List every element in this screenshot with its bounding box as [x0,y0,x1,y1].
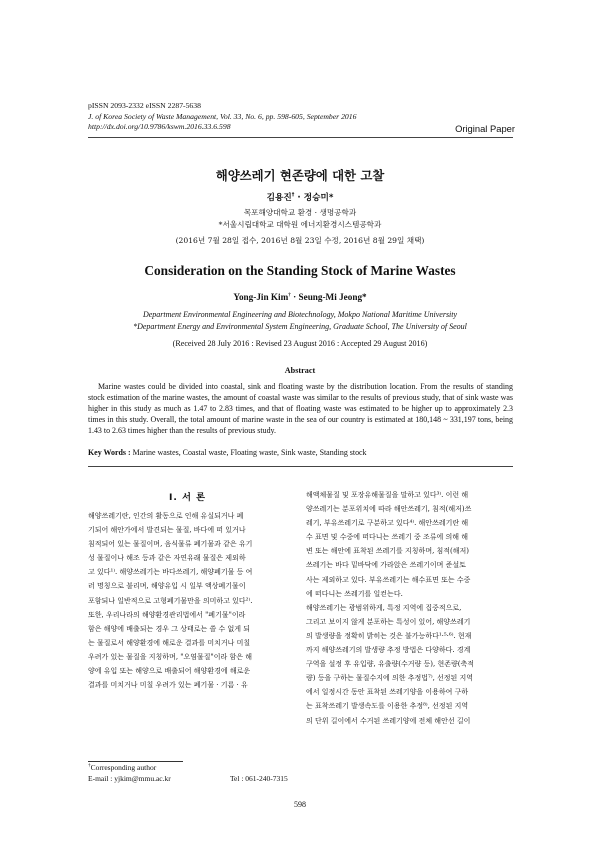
body_right-line: 구역을 설정 후 유입량, 유출량(수거량 등), 현존량(축적 [306,660,474,669]
footnote-mark: † [88,762,91,769]
body_right-line: 의 발생량을 정확히 밝히는 것은 불가능하다¹·⁵·⁶⁾. 현재 [306,631,472,640]
body_right-line: 의 단위 길이에서 수거된 쓰레기양에 전체 해안선 길이 [306,716,471,725]
body_right-line: 그리고 보이지 않게 분포하는 특성이 있어, 해양쓰레기 [306,617,471,626]
body_left-line: 성 물질이나 해조 등과 같은 자연유래 물질은 제외하 [88,554,246,563]
body-column-right [306,488,514,728]
body_left-line: 양에 유입 또는 해양으로 배출되어 해양환경에 해로운 [88,667,251,676]
body_left-line: 우려가 있는 물질을 지칭하며, "오염물질"이라 함은 해 [88,652,253,661]
footnote-contact [88,774,298,783]
body_right-line: 량) 등을 구하는 물질수지에 의한 추정법⁷⁾, 선정된 지역 [306,674,474,683]
body_left-line: 러 명칭으로 불리며, 해양유입 시 일부 액상폐기물이 [88,582,246,591]
footnote-tel: Tel : 061-240-7315 [230,774,288,783]
korean-authors [0,191,600,203]
body-column-left [88,509,296,692]
footnote-corresponding [88,763,156,772]
keywords [88,448,513,457]
keywords-label: Key Words : [88,448,131,457]
author-separator-en: · [290,292,299,302]
body_right-line: 사는 제외하고 있다. 부유쓰레기는 해수표면 또는 수중 [306,575,471,584]
body_right-line: 해액체물질 및 포장유해물질을 말하고 있다³⁾. 이런 해 [306,491,469,499]
body_right-line: 에 떠다니는 쓰레기를 일컫는다. [306,589,403,598]
body_right-line: 변 또는 해안에 표착된 쓰레기를 지칭하며, 침적(해저) [306,547,470,556]
footnote-label: Corresponding author [90,763,157,772]
body_left-line: 고 있다¹⁾. 해양쓰레기는 바다쓰레기, 해양폐기물 등 여 [88,568,253,577]
body_left-line: 함은 해양에 배출되는 경우 그 상태로는 쓸 수 없게 되 [88,624,251,633]
english-authors [0,292,600,302]
body_left-line: 기되어 해안가에서 발견되는 물질, 바다에 떠 있거나 [88,526,246,535]
korean-dates: (2016년 7월 28일 접수, 2016년 8월 23일 수정, 2016년 8월 29일 채택) [175,236,425,245]
body_right-line: 해양쓰레기는 광범위하게, 특정 지역에 집중적으로, [306,603,462,612]
korean-title: 해양쓰레기 현존량에 대한 고찰 [215,168,385,183]
keywords-list: Marine wastes, Coastal waste, Floating waste, Sink waste, Standing stock [132,448,367,457]
english-title: Consideration on the Standing Stock of Marine Wastes [144,263,456,278]
body_right-line: 에서 일정시간 동안 표착된 쓰레기양을 이용하여 구하 [306,688,469,697]
body_right-line: 쓰레기는 바다 밑바닥에 가라앉은 쓰레기이며 준설토 [306,561,466,570]
body_left-line: 는 물질로서 해양환경에 해로운 결과를 미치거나 미칠 [88,638,251,647]
body_right-line: 레기, 부유쓰레기로 구분하고 있다⁴⁾. 해안쓰레기란 해 [306,519,469,528]
english-affiliation-1: Department Environmental Engineering and Biotechnology, Mokpo National Maritime University [142,310,458,319]
header-rule [88,137,513,138]
korean-affiliation-2: *서울시립대학교 대학원 에너지환경시스템공학과 [218,220,382,229]
body_right-line: 양쓰레기는 분포위치에 따라 해안쓰레기, 침적(해저)쓰 [306,505,472,514]
body_right-line: 까지 해양쓰레기의 발생량 추정 방법은 다양하다. 경계 [306,646,471,655]
english-affiliation-2: *Department Energy and Environmental System Engineering, Graduate School, The University of Seoul [133,322,467,331]
abstract-text: Marine wastes could be divided into coastal, sink and floating waste by the distribution location. From the results of standing stock estimation of the marine wastes, the amount of coastal waste was similar to the results of previous study, that of sink waste was higher in this study as much as 1.47 to 2.83 times, and that of floating waste was estimated to be higher up to approximately 2.3 times in this study. Overall, the total amount of marine waste in the sea of our country is estimated at 180,148 ~ 331,197 tons, being 1.43 to 2.63 times higher than the results of previous study. [88,382,513,435]
footnote-rule [88,761,183,762]
body_right-line: 는 표착쓰레기 발생속도를 이용한 추정⁸⁾, 선정된 지역 [306,702,469,711]
issn-line: pISSN 2093-2332 eISSN 2287-5638 [88,101,201,110]
english-author-2: Seung-Mi Jeong* [298,292,367,302]
doi-link[interactable]: http://dx.doi.org/10.9786/kswm.2016.33.6.598 [88,122,231,132]
journal-citation: J. of Korea Society of Waste Management, Vol. 33, No. 6, pp. 598-605, September 2016 [88,111,357,121]
section-heading-intro: I. 서 론 [168,492,207,503]
body_left-line: 포함되나 일반적으로 고형폐기물만을 의미하고 있다²⁾. [88,596,253,605]
body_left-line: 또한, 우리나라의 해양환경관리법에서 "폐기물"이라 [88,610,246,619]
body_left-line: 해양쓰레기란, 인간의 활동으로 인해 유실되거나 폐 [88,512,244,520]
article-type-badge: Original Paper [455,123,515,134]
korean-author-1: 김용진 [266,193,292,203]
corresponding-mark: † [291,192,295,199]
korean-author-2: 정승미* [303,193,334,203]
journal-header [88,101,468,133]
body_left-line: 침적되어 있는 물질이며, 음식물류 폐기물과 같은 유기 [88,540,253,549]
body_right-line: 수 표면 및 수중에 떠다니는 쓰레기 중 조류에 의해 해 [306,533,469,542]
page-number: 598 [294,800,306,809]
body_left-line: 결과를 미치거나 미칠 우려가 있는 폐기물 · 기름 · 유 [88,681,248,690]
corresponding-mark-en: † [288,291,291,298]
english-author-1: Yong-Jin Kim [233,292,289,302]
footnote-email[interactable]: E-mail : yjkim@mmu.ac.kr [88,774,171,783]
korean-affiliation-1: 목포해양대학교 환경 · 생명공학과 [243,208,357,217]
author-separator: · [294,193,304,203]
abstract-heading: Abstract [284,366,316,375]
abstract-rule [88,466,513,467]
english-dates: (Received 28 July 2016 : Revised 23 August 2016 : Accepted 29 August 2016) [172,339,428,348]
